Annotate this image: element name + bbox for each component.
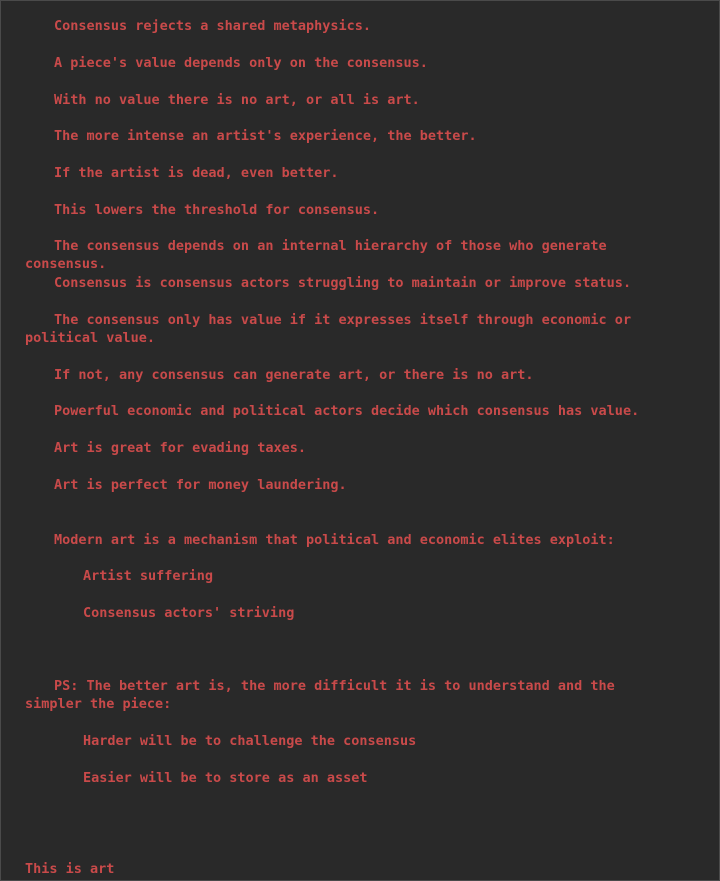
text-line: Powerful economic and political actors decide which consensus has value.: [54, 403, 640, 419]
text-line: PS: The better art is, the more difficult it is to understand and the simpler the piece:: [25, 678, 623, 712]
text-line: Harder will be to challenge the consensus: [83, 733, 417, 749]
text-line: The consensus depends on an internal hierarchy of those who generate consensus.: [25, 238, 615, 272]
text-line: With no value there is no art, or all is art.: [54, 92, 420, 108]
text-line: Consensus actors' striving: [83, 605, 295, 621]
text-line: Art is great for evading taxes.: [54, 440, 306, 456]
text-line: Artist suffering: [83, 568, 214, 584]
text-line: Art is perfect for money laundering.: [54, 477, 347, 493]
text-line: Consensus is consensus actors struggling to maintain or improve status.: [54, 275, 632, 291]
text-line: A piece's value depends only on the consensus.: [54, 55, 428, 71]
text-line: Modern art is a mechanism that political and economic elites exploit:: [54, 532, 615, 548]
text-line: This lowers the threshold for consensus.: [54, 202, 380, 218]
text-line: This is art: [25, 861, 115, 877]
text-line: If the artist is dead, even better.: [54, 165, 339, 181]
text-line: Consensus rejects a shared metaphysics.: [54, 18, 371, 34]
text-line: Easier will be to store as an asset: [83, 770, 368, 786]
text-line: The consensus only has value if it expresses itself through economic or political value.: [25, 312, 640, 346]
text-line: The more intense an artist's experience, the better.: [54, 128, 477, 144]
text-line: If not, any consensus can generate art, or there is no art.: [54, 367, 534, 383]
